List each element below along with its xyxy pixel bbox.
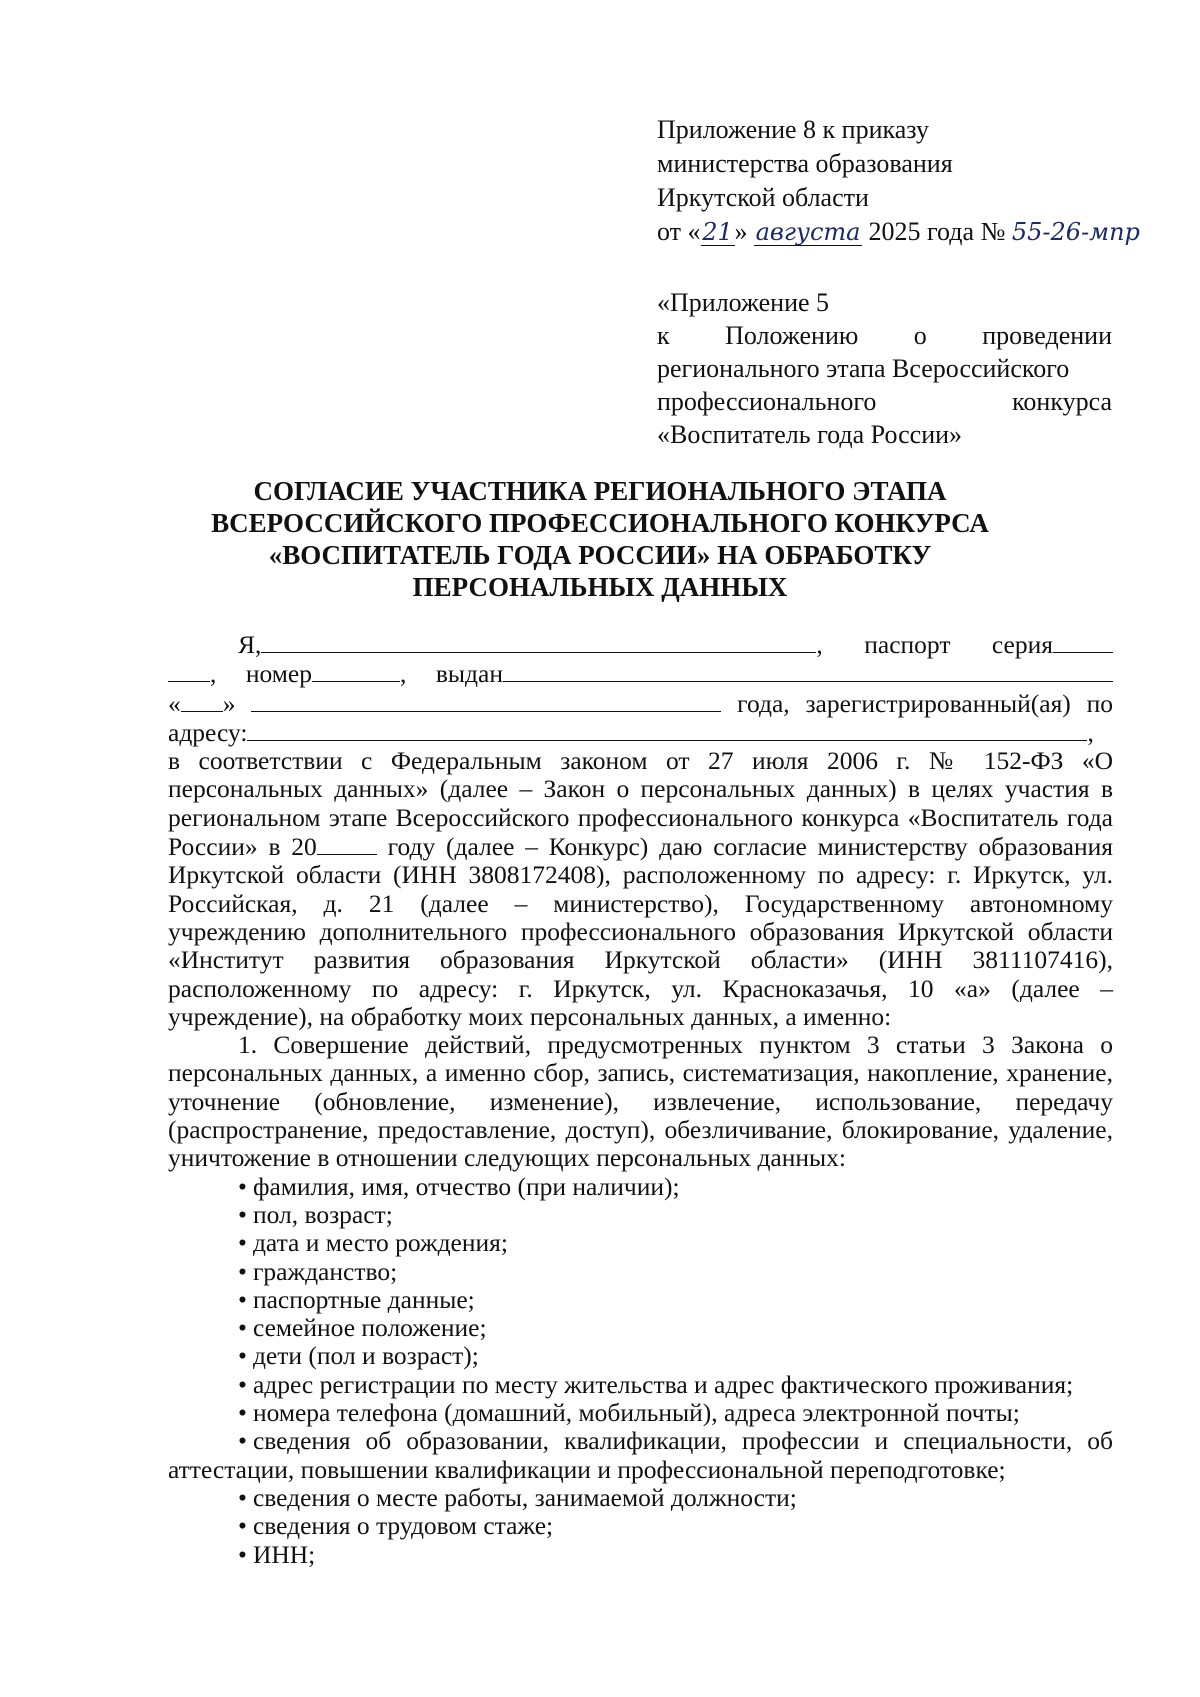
issued-label: , выдан <box>400 659 503 689</box>
list-item-text: сведения о месте работы, занимаемой должности; <box>252 1482 797 1512</box>
list-item <box>168 1541 1113 1569</box>
quote-close: » <box>222 688 236 718</box>
title-line-1: СОГЛАСИЕ УЧАСТНИКА РЕГИОНАЛЬНОГО ЭТАПА <box>253 476 947 506</box>
passport-series-field[interactable] <box>1053 630 1113 653</box>
bullet-icon: • <box>238 1228 247 1258</box>
list-item <box>168 1286 1113 1314</box>
title-line-4: ПЕРСОНАЛЬНЫХ ДАННЫХ <box>412 572 788 602</box>
bullet-icon: • <box>238 1313 247 1343</box>
bullet-icon: • <box>238 1511 247 1541</box>
bullet-icon: • <box>238 1256 247 1286</box>
appendix-line-2: к Положению о проведении <box>657 321 1112 350</box>
form-line-number <box>168 659 1113 688</box>
list-item <box>168 1314 1113 1342</box>
bullet-icon: • <box>238 1426 247 1456</box>
date-month <box>754 219 862 246</box>
form-line-name <box>168 630 1113 659</box>
point-1: 1. Совершение действий, предусмотренных пунктом 3 статьи 3 Закона о персональных данных, а именно сбор, запись, систематизация, накопление, хранение, уточнение (обновление, изменение), извлечение, использование, передачу (распространение, предоставление, доступ), обезличивание, блокирование, удаление, уничтожение в отношении следующих персональных данных: <box>168 1030 1113 1173</box>
list-item-text: номера телефона (домашний, мобильный), адреса электронной почты; <box>252 1398 1020 1428</box>
passport-label: , паспорт серия <box>816 630 1053 659</box>
date-year: 2025 года № <box>868 217 1006 246</box>
bullet-icon: • <box>238 1539 247 1569</box>
list-item-text: дети (пол и возраст); <box>252 1341 479 1371</box>
list-item-text: паспортные данные; <box>252 1284 475 1314</box>
list-item-text: гражданство; <box>252 1256 398 1286</box>
list-item <box>168 1229 1113 1257</box>
main-paragraph-b: году (далее – Конкурс) даю согласие министерству образования Иркутской области (ИНН 3808172408), расположенному по адресу: г. Иркутск, ул. Российская, д. 21 (далее – министерство), Государственному автономному учреждению дополнительного профессионального образования Иркутской области «Институт развития образования Иркутской области» (ИНН 3811107416), расположенному по адресу: г. Иркутск, ул. Красноказачья, 10 «а» (далее – учреждение), на обработку моих персональных данных, а именно: <box>168 832 1113 1031</box>
bullet-icon: • <box>238 1199 247 1229</box>
order-header <box>657 113 1140 249</box>
header-line-1: Приложение 8 к приказу <box>657 115 930 144</box>
appendix-5-reference <box>657 286 1112 451</box>
appendix-line-3: регионального этапа Всероссийского <box>657 354 1070 383</box>
list-item-text: адрес регистрации по месту жительства и адрес фактического проживания; <box>252 1369 1074 1399</box>
address-field[interactable] <box>247 718 1087 741</box>
bullet-icon: • <box>238 1341 247 1371</box>
list-item <box>168 1342 1113 1370</box>
date-month-handwritten: августа <box>755 218 861 246</box>
appendix-line-4: профессионального конкурса <box>657 387 1112 416</box>
date-mid: » <box>734 217 748 246</box>
full-name-field[interactable] <box>261 630 816 653</box>
list-item-text: сведения об образовании, квалификации, профессии и специальности, об аттестации, повышении квалификации и профессиональной переподготовке; <box>168 1426 1113 1484</box>
date-day-handwritten: 21 <box>702 218 733 246</box>
bullet-icon: • <box>238 1482 247 1512</box>
list-item <box>168 1399 1113 1427</box>
main-paragraph-a: в соответствии с Федеральным законом от 27 июля 2006 г. № 152-ФЗ «О персональных данных» (далее – Закон о персональных данных) в целях участия в региональном этапе Всероссийского профессионального конкурса «Воспитатель года России» в 20 <box>168 746 1113 862</box>
order-date-line <box>657 215 1140 249</box>
form-line-date <box>168 689 1113 718</box>
document-title <box>160 475 1040 603</box>
address-label: адресу: <box>168 717 248 747</box>
list-item-text: ИНН; <box>252 1539 316 1569</box>
list-item <box>168 1371 1113 1399</box>
bullet-icon: • <box>238 1171 247 1201</box>
list-item-text: семейное положение; <box>252 1313 487 1343</box>
address-comma: , <box>1087 717 1094 747</box>
list-item-text: пол, возраст; <box>252 1199 393 1229</box>
list-item <box>168 1201 1113 1229</box>
issue-month-year-field[interactable] <box>251 689 721 712</box>
bullet-icon: • <box>238 1398 247 1428</box>
main-paragraph <box>168 747 1113 1031</box>
passport-number-field[interactable] <box>312 659 400 682</box>
order-number-handwritten: 55-26-мпр <box>1011 218 1140 246</box>
appendix-line-1: «Приложение 5 <box>657 288 830 317</box>
bullet-icon: • <box>238 1369 247 1399</box>
title-line-3: «ВОСПИТАТЕЛЬ ГОДА РОССИИ» НА ОБРАБОТКУ <box>268 540 932 570</box>
list-item-text: фамилия, имя, отчество (при наличии); <box>252 1171 680 1201</box>
list-item-text: сведения о трудовом стаже; <box>252 1511 554 1541</box>
list-item <box>168 1258 1113 1286</box>
list-item <box>168 1512 1113 1540</box>
header-line-2: министерства образования <box>657 149 953 178</box>
number-label: , номер <box>210 659 312 689</box>
list-item-text: дата и место рождения; <box>252 1228 508 1258</box>
contest-year-field[interactable] <box>317 832 377 855</box>
issue-day-field[interactable] <box>181 689 223 712</box>
registered-label: года, зарегистрированный(ая) по <box>737 688 1114 718</box>
header-line-3: Иркутской области <box>657 183 869 212</box>
title-line-2: ВСЕРОССИЙСКОГО ПРОФЕССИОНАЛЬНОГО КОНКУРСА <box>211 508 989 538</box>
list-item <box>168 1484 1113 1512</box>
issued-by-field[interactable] <box>503 659 1113 682</box>
bullet-icon: • <box>238 1284 247 1314</box>
list-item <box>168 1427 1113 1484</box>
consent-body <box>168 630 1113 1569</box>
form-line-address <box>168 718 1113 747</box>
passport-series-field-cont[interactable] <box>168 659 210 682</box>
i-label: Я, <box>238 630 262 659</box>
quote-open: « <box>168 688 181 718</box>
date-prefix: от « <box>657 217 701 246</box>
personal-data-list <box>168 1173 1113 1569</box>
date-day <box>701 219 735 246</box>
list-item <box>168 1173 1113 1201</box>
appendix-line-5: «Воспитатель года России» <box>657 420 963 449</box>
